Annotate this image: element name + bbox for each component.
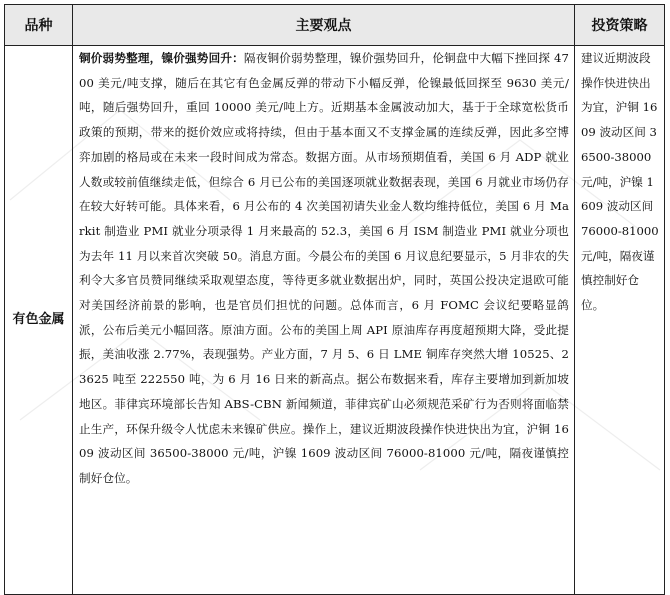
viewpoint-body: 隔夜铜价弱势整理，镍价强势回升，伦铜盘中大幅下挫回探 4700 美元/吨支撑，随后在其它有色金属反弹的带动下小幅反弹，伦镍最低回探至 9630 美元/吨，随后强势回升，重回 10000 美元/吨上方。近期基本金属波动加大，基于于全球宽松货币政策的预期，带来的挺价效应或将持续，但由于基本面又不支撑金属的连续反弹，因此多空博弈加剧的格局或在未来一段时间成为常态。数据方面。从市场预期值看，美国 6 月 ADP 就业人数或较前值继续走低，但综合 6 月已公布的美国逐项就业数据表现，美国 6 月就业市场仍存在较大好转可能。具体来看，6 月公布的 4 次美国初请失业金人数均维持低位，美国 6 月 Markit 制造业 PMI 就业分项录得 1 月来最高的 52.3，美国 6 月 ISM 制造业 PMI 就业分项也为去年 11 月以来首次突破 50。消息方面。今晨公布的美国 6 月议息纪要显示，5 月非农的失利令大多官员赞同继续采取观望态度，等待更多就业数据出炉，同时，英国公投决定退欧可能对美国经济前景的影响，也是官员们担忧的问题。总体而言，6 月 FOMC 会议纪要略显鸽派，公布后美元小幅回落。原油方面。公布的美国上周 API 原油库存再度超预期大降，受此提振，美油收涨 2.77%，表现强势。产业方面，7 月 5、6 日 LME 铜库存突然大增 10525、23625 吨至 222550 吨，为 6 月 16 日来的新高点。据公布数据来看，库存主要增加到新加坡地区。菲律宾环境部长告知 ABS-CBN 新闻频道，菲律宾矿山必须规范采矿行为否则将面临禁止生产，环保升级令人忧虑未来镍矿供应。操作上，建议近期波段操作快进快出为宜，沪铜 1609 波动区间 36500-38000 元/吨，沪镍 1609 波动区间 76000-81000 元/吨，隔夜谨慎控制好仓位。: [79, 51, 570, 485]
variety-label: 有色金属: [12, 312, 65, 327]
strategy-table: [4, 4, 665, 595]
header-variety: 品种: [5, 5, 73, 46]
variety-cell: [5, 46, 73, 595]
strategy-text: 建议近期波段操作快进快出为宜，沪铜 1609 波动区间 36500-38000 元/吨，沪镍 1609 波动区间 76000-81000 元/吨，隔夜谨慎控制好仓位。: [581, 51, 659, 313]
header-strategy: 投资策略: [575, 5, 665, 46]
table-row: [5, 46, 665, 595]
header-viewpoint: 主要观点: [73, 5, 575, 46]
viewpoint-text: [73, 46, 574, 594]
viewpoint-lead: 铜价弱势整理，镍价强势回升：: [79, 51, 244, 65]
viewpoint-cell: [73, 46, 575, 595]
strategy-cell: [575, 46, 665, 595]
table-header-row: [5, 5, 665, 46]
